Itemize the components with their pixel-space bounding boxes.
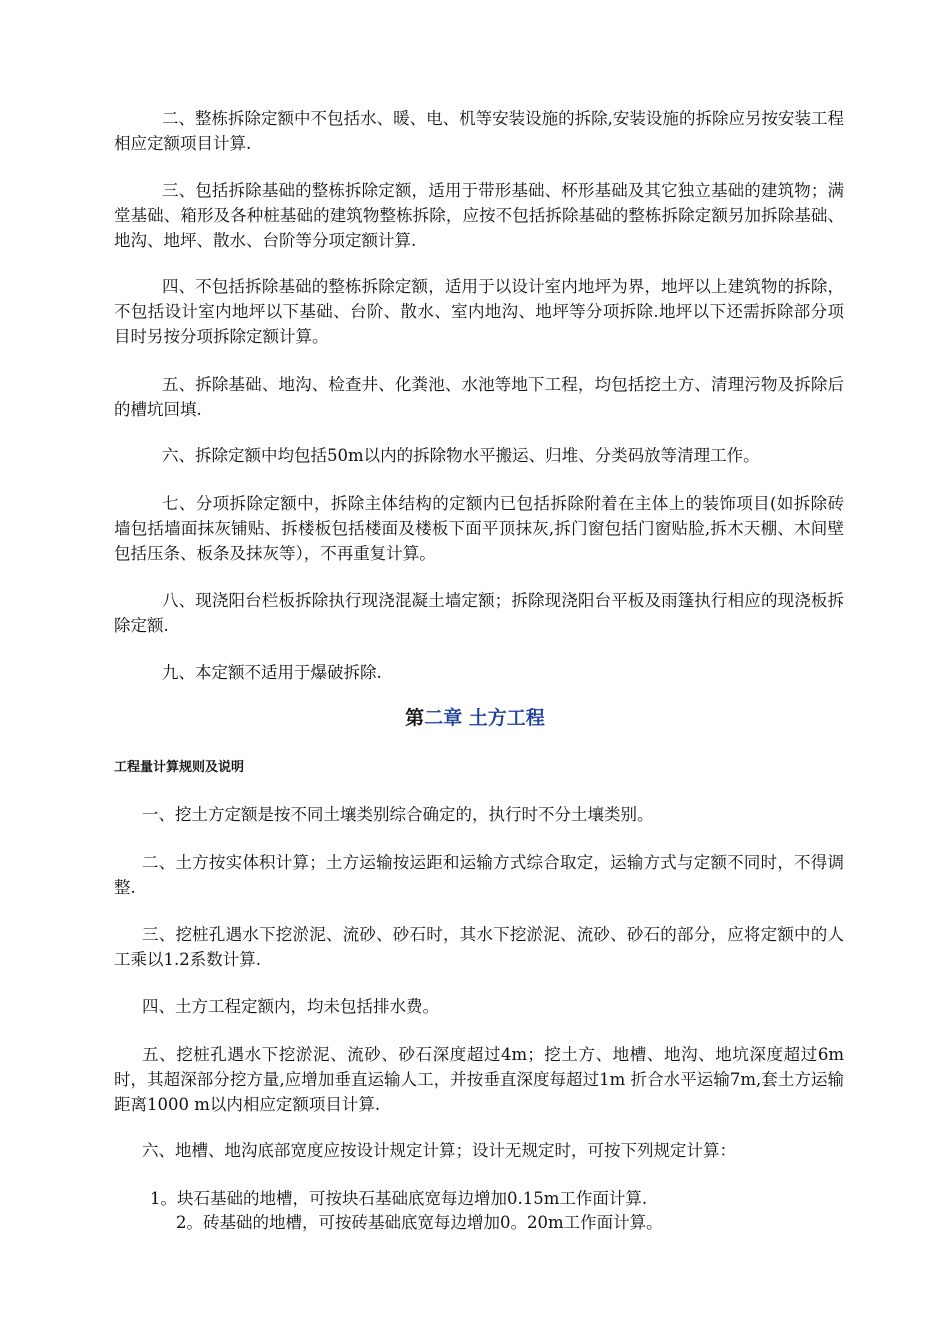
paragraph-7-item-demolition: 七、分项拆除定额中，拆除主体结构的定额内已包括拆除附着在主体上的装饰项目(如拆除砖墙包括墙面抹灰铺贴、拆楼板包括楼面及楼板下面平顶抹灰,拆门窗包括门窗贴脸,拆木天棚、木间壁包括压条、板条及抹灰等），不再重复计算。 bbox=[114, 494, 844, 563]
paragraph-earth-3: 三、挖桩孔遇水下挖淤泥、流砂、砂石时，其水下挖淤泥、流砂、砂石的部分，应将定额中的人工乘以1.2系数计算. bbox=[114, 925, 844, 969]
paragraph-8-balcony-demolition: 八、现浇阳台栏板拆除执行现浇混凝土墙定额；拆除现浇阳台平板及雨篷执行相应的现浇板拆除定额. bbox=[114, 591, 844, 635]
paragraph-earth-6: 六、地槽、地沟底部宽度应按设计规定计算；设计无规定时，可按下列规定计算： bbox=[142, 1141, 736, 1160]
paragraph-earth-5: 五、挖桩孔遇水下挖淤泥、流砂、砂石深度超过4m；挖土方、地槽、地沟、地坑深度超过6m时，其超深部分挖方量,应增加垂直运输人工，并按垂直深度每超过1m 折合水平运输7m,套土方运输距离1000 m以内相应定额项目计算. bbox=[114, 1045, 844, 1114]
paragraph-6-horizontal-transport: 六、拆除定额中均包括50m以内的拆除物水平搬运、归堆、分类码放等清理工作。 bbox=[162, 446, 760, 465]
paragraph-5-underground-works: 五、拆除基础、地沟、检查井、化粪池、水池等地下工程，均包括挖土方、清理污物及拆除后的槽坑回填. bbox=[114, 375, 844, 419]
paragraph-2-demolition-installations: 二、整栋拆除定额中不包括水、暖、电、机等安装设施的拆除,安装设施的拆除应另按安装工程相应定额项目计算. bbox=[114, 109, 844, 153]
list-item-1: 1。块石基础的地槽，可按块石基础底宽每边增加0.15m工作面计算. bbox=[150, 1189, 648, 1208]
paragraph-3-foundation-demolition: 三、包括拆除基础的整栋拆除定额，适用于带形基础、杯形基础及其它独立基础的建筑物；满堂基础、箱形及各种桩基础的建筑物整栋拆除，应按不包括拆除基础的整栋拆除定额另加拆除基础、地沟、地坪、散水、台阶等分项定额计算. bbox=[114, 181, 844, 250]
chapter-title-prefix: 第 bbox=[405, 707, 425, 729]
paragraph-earth-1: 一、挖土方定额是按不同土壤类别综合确定的，执行时不分土壤类别。 bbox=[142, 805, 654, 824]
chapter-title bbox=[0, 703, 950, 733]
paragraph-earth-4: 四、土方工程定额内，均未包括排水费。 bbox=[142, 997, 439, 1016]
section-subheading: 工程量计算规则及说明 bbox=[114, 760, 245, 775]
chapter-title-main: 二章 土方工程 bbox=[424, 707, 545, 729]
list-item-2: 2。砖基础的地槽，可按砖基础底宽每边增加0。20m工作面计算。 bbox=[176, 1213, 663, 1232]
paragraph-earth-2: 二、土方按实体积计算；土方运输按运距和运输方式综合取定，运输方式与定额不同时，不得调整. bbox=[114, 853, 844, 897]
paragraph-4-no-foundation-demolition: 四、不包括拆除基础的整栋拆除定额，适用于以设计室内地坪为界，地坪以上建筑物的拆除，不包括设计室内地坪以下基础、台阶、散水、室内地沟、地坪等分项拆除.地坪以下还需拆除部分项目时另按分项拆除定额计算。 bbox=[114, 277, 844, 346]
paragraph-9-no-blasting: 九、本定额不适用于爆破拆除. bbox=[162, 663, 382, 682]
